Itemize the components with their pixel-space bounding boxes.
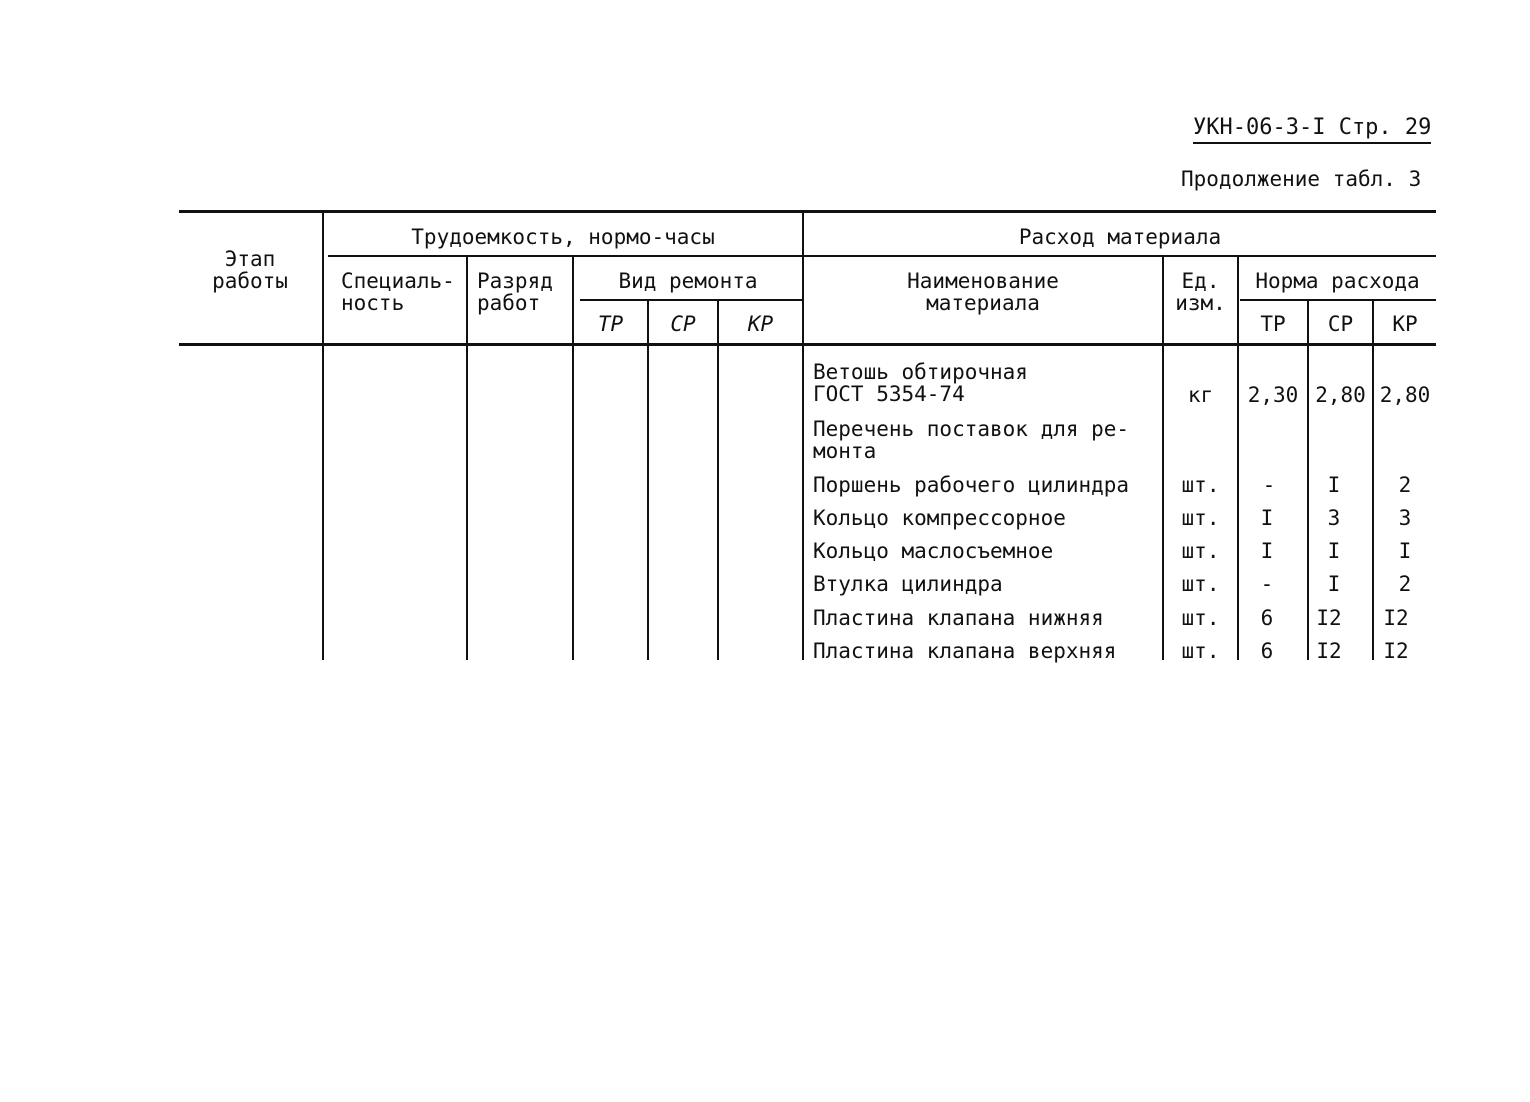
header-norm: Норма расхода — [1255, 269, 1420, 293]
material-name: Пластина клапана нижняя — [813, 606, 1104, 630]
repair-type-rule — [580, 299, 802, 301]
material-unit: шт. — [1181, 572, 1220, 596]
norm-sr-value: I — [1327, 572, 1341, 596]
header-specialty: Специаль- ность — [341, 269, 455, 315]
header-stage: Этап работы — [212, 247, 288, 293]
norm-kr-value: I2 — [1383, 639, 1409, 663]
header-grade: Разряд работ — [477, 269, 553, 315]
material-name: Перечень поставок для ре- монта — [813, 417, 1130, 463]
norm-tr-value: I — [1260, 506, 1274, 530]
header-material-name: Наименование материала — [907, 269, 1059, 315]
norm-kr-value: 2 — [1398, 572, 1412, 596]
norm-kr-value: 2,80 — [1379, 383, 1431, 407]
norm-sr-value: 2,80 — [1315, 383, 1366, 407]
material-name: Пластина клапана верхняя — [813, 639, 1117, 663]
material-unit: шт. — [1181, 506, 1220, 530]
col-divider-specialty — [466, 256, 468, 660]
material-name: Втулка цилиндра — [813, 572, 1003, 596]
norm-rule — [1240, 299, 1436, 301]
norm-tr-value: 6 — [1260, 606, 1274, 630]
material-unit: шт. — [1181, 606, 1220, 630]
header-unit: Ед. изм. — [1175, 269, 1226, 315]
col-divider-repair-tr — [647, 300, 649, 660]
norm-sr-value: I2 — [1316, 639, 1342, 663]
header-bottom-rule — [179, 343, 1436, 346]
header-norm-tr: ТР — [1260, 312, 1286, 336]
labor-group-rule — [328, 255, 802, 257]
header-material-group: Расход материала — [1018, 225, 1222, 249]
norm-tr-value: - — [1260, 572, 1274, 596]
header-repair-kr: КР — [747, 312, 774, 336]
col-divider-name — [1162, 256, 1164, 660]
norm-sr-value: I2 — [1316, 606, 1342, 630]
norm-sr-value: 3 — [1327, 506, 1341, 530]
table-top-rule — [179, 210, 1436, 213]
header-norm-sr: СР — [1327, 312, 1354, 336]
material-unit: шт. — [1181, 639, 1220, 663]
material-unit: кг — [1187, 383, 1214, 407]
material-group-rule — [804, 255, 1436, 257]
material-name: Кольцо маслосъемное — [813, 539, 1054, 563]
header-repair-type: Вид ремонта — [618, 269, 758, 293]
norm-kr-value: 2 — [1398, 473, 1412, 497]
table-continuation-caption: Продолжение табл. 3 — [1181, 167, 1422, 191]
norm-kr-value: 3 — [1398, 506, 1412, 530]
col-divider-stage — [322, 211, 324, 660]
material-unit: шт. — [1181, 473, 1220, 497]
header-norm-kr: КР — [1392, 312, 1418, 336]
norm-kr-value: I2 — [1383, 606, 1409, 630]
norm-sr-value: I — [1327, 473, 1341, 497]
norm-tr-value: 2,30 — [1247, 383, 1299, 407]
norm-tr-value: 6 — [1260, 639, 1274, 663]
header-repair-sr: СР — [670, 312, 696, 336]
header-repair-tr: ТР — [597, 312, 624, 336]
norm-kr-value: I — [1398, 539, 1412, 563]
norm-tr-value: I — [1260, 539, 1274, 563]
material-name: Поршень рабочего цилиндра — [813, 473, 1130, 497]
col-divider-repair-sr — [717, 300, 719, 660]
material-name: Кольцо компрессорное — [813, 506, 1066, 530]
header-labor-group: Трудоемкость, нормо-часы — [411, 225, 715, 249]
norm-tr-value: - — [1262, 473, 1276, 497]
material-unit: шт. — [1181, 539, 1220, 563]
material-name: Ветошь обтирочная ГОСТ 5354-74 — [813, 360, 1028, 406]
document-code: УКН-06-3-I Стр. 29 — [1193, 114, 1431, 144]
norm-sr-value: I — [1327, 539, 1341, 563]
